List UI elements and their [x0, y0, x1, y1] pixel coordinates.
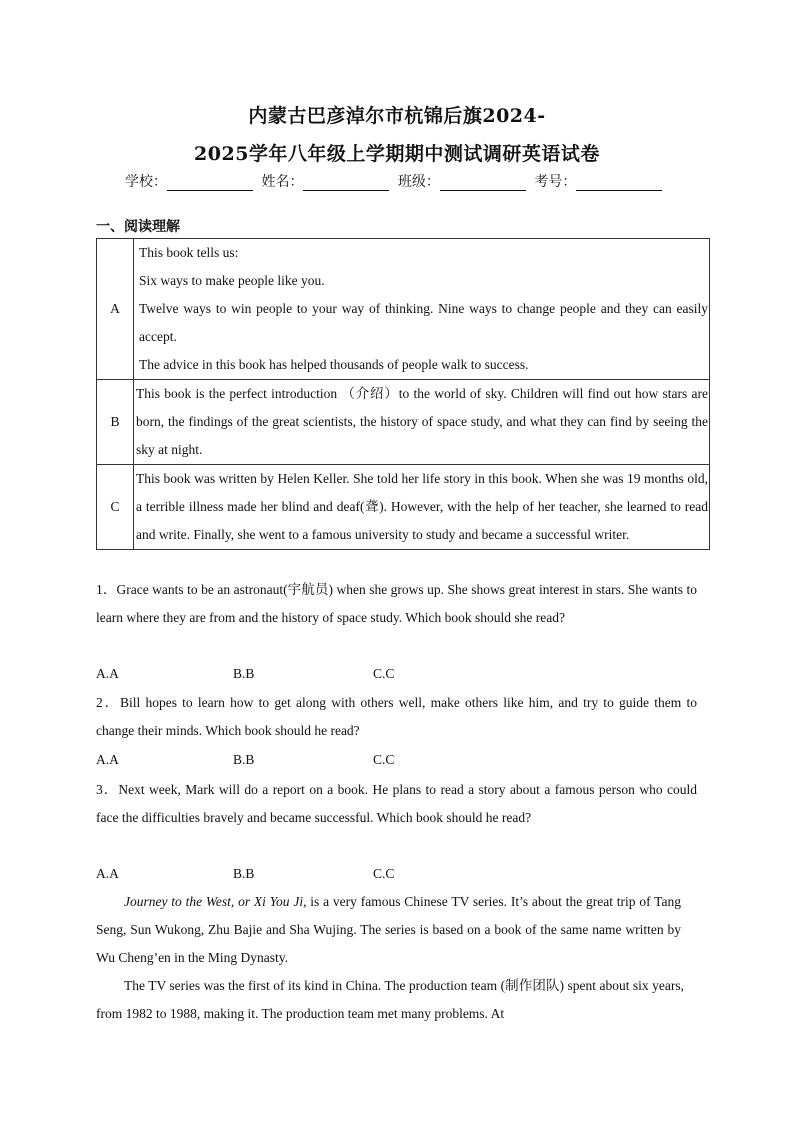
option-b[interactable]: B.B [233, 752, 255, 767]
book-line: Six ways to make people like you. [139, 273, 325, 288]
name-blank[interactable] [303, 176, 389, 191]
book-description [134, 380, 710, 465]
question-1: 1．Grace wants to be an astronaut(宇航员) when she grows up. She shows great interest in stars. She wants to learn where they are from and the history of space study. Which book should she read? [96, 582, 697, 625]
option-a[interactable]: A.A [96, 666, 119, 681]
table-row [97, 380, 710, 465]
table-row [97, 239, 710, 380]
passage-paragraph-2: The TV series was the first of its kind in China. The production team (制作团队) spent about six years, from 1982 to 1988, making it. The production team met many problems. At [96, 978, 684, 1021]
question-2: 2．Bill hopes to learn how to get along with others well, make others like him, and try to guide them to change their minds. Which book should he read? [96, 695, 697, 738]
option-a[interactable]: A.A [96, 866, 119, 881]
option-c[interactable]: C.C [373, 866, 395, 881]
table-row [97, 465, 710, 550]
school-blank[interactable] [167, 176, 253, 191]
book-line: Twelve ways to win people to your way of thinking. Nine ways to change people and they can easily accept. [139, 301, 708, 344]
section-title: 一、阅读理解 [96, 219, 180, 235]
book-table [96, 238, 710, 550]
exam-title-line1: 内蒙古巴彦淖尔市杭锦后旗2024- [248, 105, 546, 127]
book-description [134, 239, 710, 380]
student-info-fields [125, 171, 666, 191]
school-label: 学校： [125, 174, 167, 190]
exam-number-blank[interactable] [576, 176, 662, 191]
passage-paragraph-1 [96, 888, 681, 972]
exam-title-line2: 2025学年八年级上学期期中测试调研英语试卷 [194, 143, 600, 165]
name-label: 姓名： [261, 174, 304, 190]
book-line: The advice in this book has helped thousands of people walk to success. [139, 357, 529, 372]
option-c[interactable]: C.C [373, 752, 395, 767]
class-blank[interactable] [440, 176, 526, 191]
option-b[interactable]: B.B [233, 666, 255, 681]
book-line: This book tells us: [139, 245, 239, 260]
book-line: This book is the perfect introduction （介绍）to the world of sky. Children will find out how stars are born, the findings of the great scientists, the history of space study, and what they can find by seeing the sky at night. [136, 386, 708, 457]
series-title: Journey to the West, or Xi You Ji [124, 894, 304, 909]
book-letter: B [97, 380, 134, 465]
book-description [134, 465, 710, 550]
paragraph-text: , is a very famous Chinese TV series. It’s about the great trip of Tang Seng, Sun Wukong, Zhu Bajie and Sha Wujing. The series is based on a book of the same name written by Wu Cheng’en in the Ming Dynasty. [96, 894, 681, 965]
option-a[interactable]: A.A [96, 752, 119, 767]
book-line: This book was written by Helen Keller. She told her life story in this book. When she was 19 months old, a terrible illness made her blind and deaf(聋). However, with the help of her teacher, she learned to read and write. Finally, she went to a famous university to study and became a successful writer. [136, 471, 708, 542]
book-letter: A [97, 239, 134, 380]
class-label: 班级： [397, 174, 440, 190]
question-3: 3．Next week, Mark will do a report on a book. He plans to read a story about a famous person who could face the difficulties bravely and became successful. Which book should he read? [96, 782, 697, 825]
book-letter: C [97, 465, 134, 550]
option-c[interactable]: C.C [373, 666, 395, 681]
option-b[interactable]: B.B [233, 866, 255, 881]
exam-number-label: 考号： [534, 174, 577, 190]
